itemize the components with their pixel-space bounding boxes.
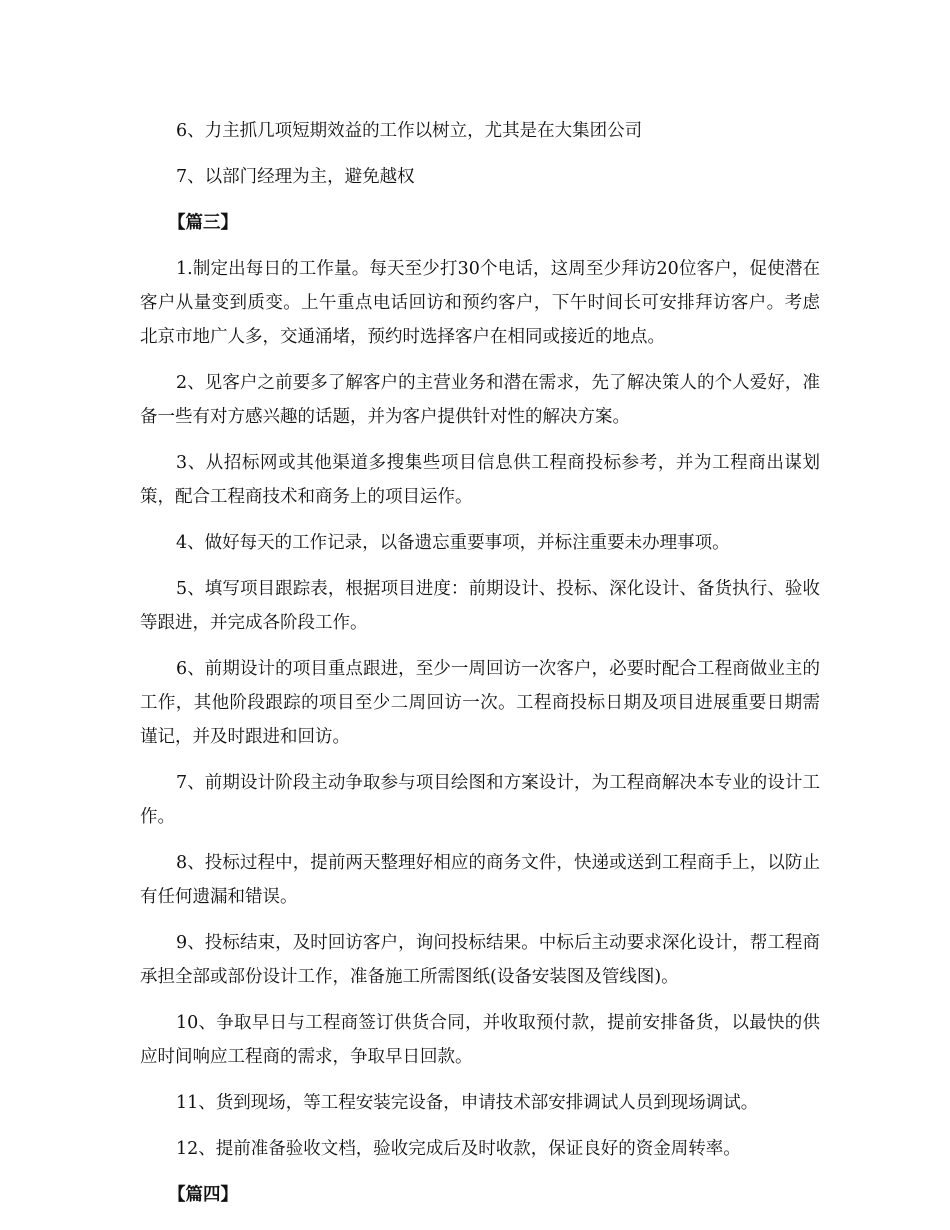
paragraph-item-2-client-research: 2、见客户之前要多了解客户的主营业务和潜在需求，先了解决策人的个人爱好，准备一些有对方感兴趣的话题，并为客户提供针对性的解决方案。 <box>140 373 820 427</box>
paragraph-item-10-contract: 10、争取早日与工程商签订供货合同，并收取预付款，提前安排备货，以最快的供应时间响应工程商的需求，争取早日回款。 <box>140 1013 820 1067</box>
paragraph-item-9-bid-results: 9、投标结束，及时回访客户，询问投标结果。中标后主动要求深化设计，帮工程商承担全部或部份设计工作，准备施工所需图纸(设备安装图及管线图)。 <box>140 933 820 987</box>
section-heading-part-four: 【篇四】 <box>168 1185 238 1205</box>
paragraph-item-7-design-phase: 7、前期设计阶段主动争取参与项目绘图和方案设计，为工程商解决本专业的设计工作。 <box>140 773 820 827</box>
document-body <box>140 114 820 1224</box>
paragraph-item-4-work-log: 4、做好每天的工作记录，以备遗忘重要事项，并标注重要未办理事项。 <box>176 533 730 553</box>
paragraph-item-6-short-term: 6、力主抓几项短期效益的工作以树立，尤其是在大集团公司 <box>176 121 643 141</box>
paragraph-item-3-tender-info: 3、从招标网或其他渠道多搜集些项目信息供工程商投标参考，并为工程商出谋划策，配合工程商技术和商务上的项目运作。 <box>140 453 820 507</box>
paragraph-item-11-installation: 11、货到现场，等工程安装完设备，申请技术部安排调试人员到现场调试。 <box>176 1093 759 1113</box>
paragraph-item-6-follow-up: 6、前期设计的项目重点跟进，至少一周回访一次客户，必要时配合工程商做业主的工作，其他阶段跟踪的项目至少二周回访一次。工程商投标日期及项目进展重要日期需谨记，并及时跟进和回访。 <box>140 659 820 747</box>
paragraph-item-7-manager: 7、以部门经理为主，避免越权 <box>176 167 415 187</box>
paragraph-item-5-tracking-sheet: 5、填写项目跟踪表，根据项目进度：前期设计、投标、深化设计、备货执行、验收等跟进，并完成各阶段工作。 <box>140 579 820 633</box>
paragraph-item-8-bidding: 8、投标过程中，提前两天整理好相应的商务文件，快递或送到工程商手上，以防止有任何遗漏和错误。 <box>140 853 820 907</box>
section-heading-part-three: 【篇三】 <box>168 213 238 233</box>
paragraph-item-12-acceptance: 12、提前准备验收文档，验收完成后及时收款，保证良好的资金周转率。 <box>176 1139 741 1159</box>
paragraph-item-1-daily-workload: 1.制定出每日的工作量。每天至少打30个电话，这周至少拜访20位客户，促使潜在客户从量变到质变。上午重点电话回访和预约客户，下午时间长可安排拜访客户。考虑北京市地广人多，交通涌堵，预约时选择客户在相同或接近的地点。 <box>140 259 820 347</box>
